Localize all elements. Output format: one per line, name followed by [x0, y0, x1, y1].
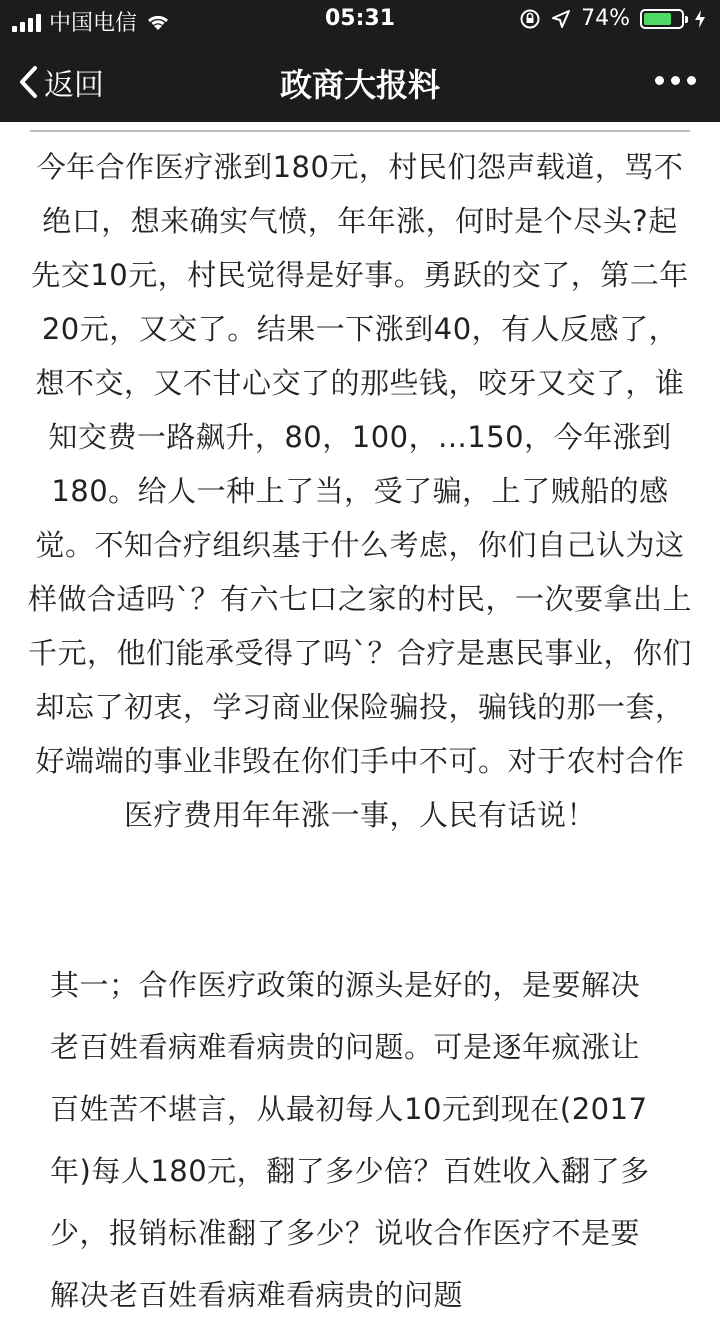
back-label: 返回	[44, 68, 104, 103]
nav-bar	[0, 40, 720, 122]
charging-icon	[694, 9, 706, 29]
article-paragraph-2: 其一；合作医疗政策的源头是好的，是要解决老百姓看病难看病贵的问题。可是逐年疯涨让百姓苦不堪言，从最初每人10元到现在(2017年)每人180元，翻了多少倍？百姓收入翻了多少，报销标准翻了多少？说收合作医疗不是要解决老百姓看病难看病贵的问题	[50, 968, 650, 1312]
clock: 05:31	[324, 6, 396, 31]
battery-icon	[640, 9, 684, 29]
status-right	[519, 6, 706, 31]
article-body	[0, 122, 720, 1312]
battery-percent: 74%	[581, 6, 630, 31]
battery-level	[644, 13, 671, 25]
rotation-lock-icon	[519, 8, 541, 30]
location-icon	[551, 9, 571, 29]
more-icon[interactable]	[655, 76, 696, 85]
article-paragraph-1: 今年合作医疗涨到180元，村民们怨声载道，骂不绝口，想来确实气愤，年年涨，何时是个尽头?起先交10元，村民觉得是好事。勇跃的交了，第二年20元，又交了。结果一下涨到40，有人反感了，想不交，又不甘心交了的那些钱，咬牙又交了，谁知交费一路飙升，80，100，...150，今年涨到180。给人一种上了当，受了骗，上了贼船的感觉。不知合疗组织基于什么考虑，你们自己认为这样做合适吗`？有六七口之家的村民，一次要拿出上千元，他们能承受得了吗`？合疗是惠民事业，你们却忘了初衷，学习商业保险骗投，骗钱的那一套，好端端的事业非毁在你们手中不可。对于农村合作医疗费用年年涨一事，人民有话说！	[28, 150, 693, 832]
status-bar	[0, 0, 720, 40]
divider	[30, 130, 690, 132]
page-title: 政商大报料	[279, 66, 440, 104]
carrier-label: 中国电信	[49, 11, 138, 36]
